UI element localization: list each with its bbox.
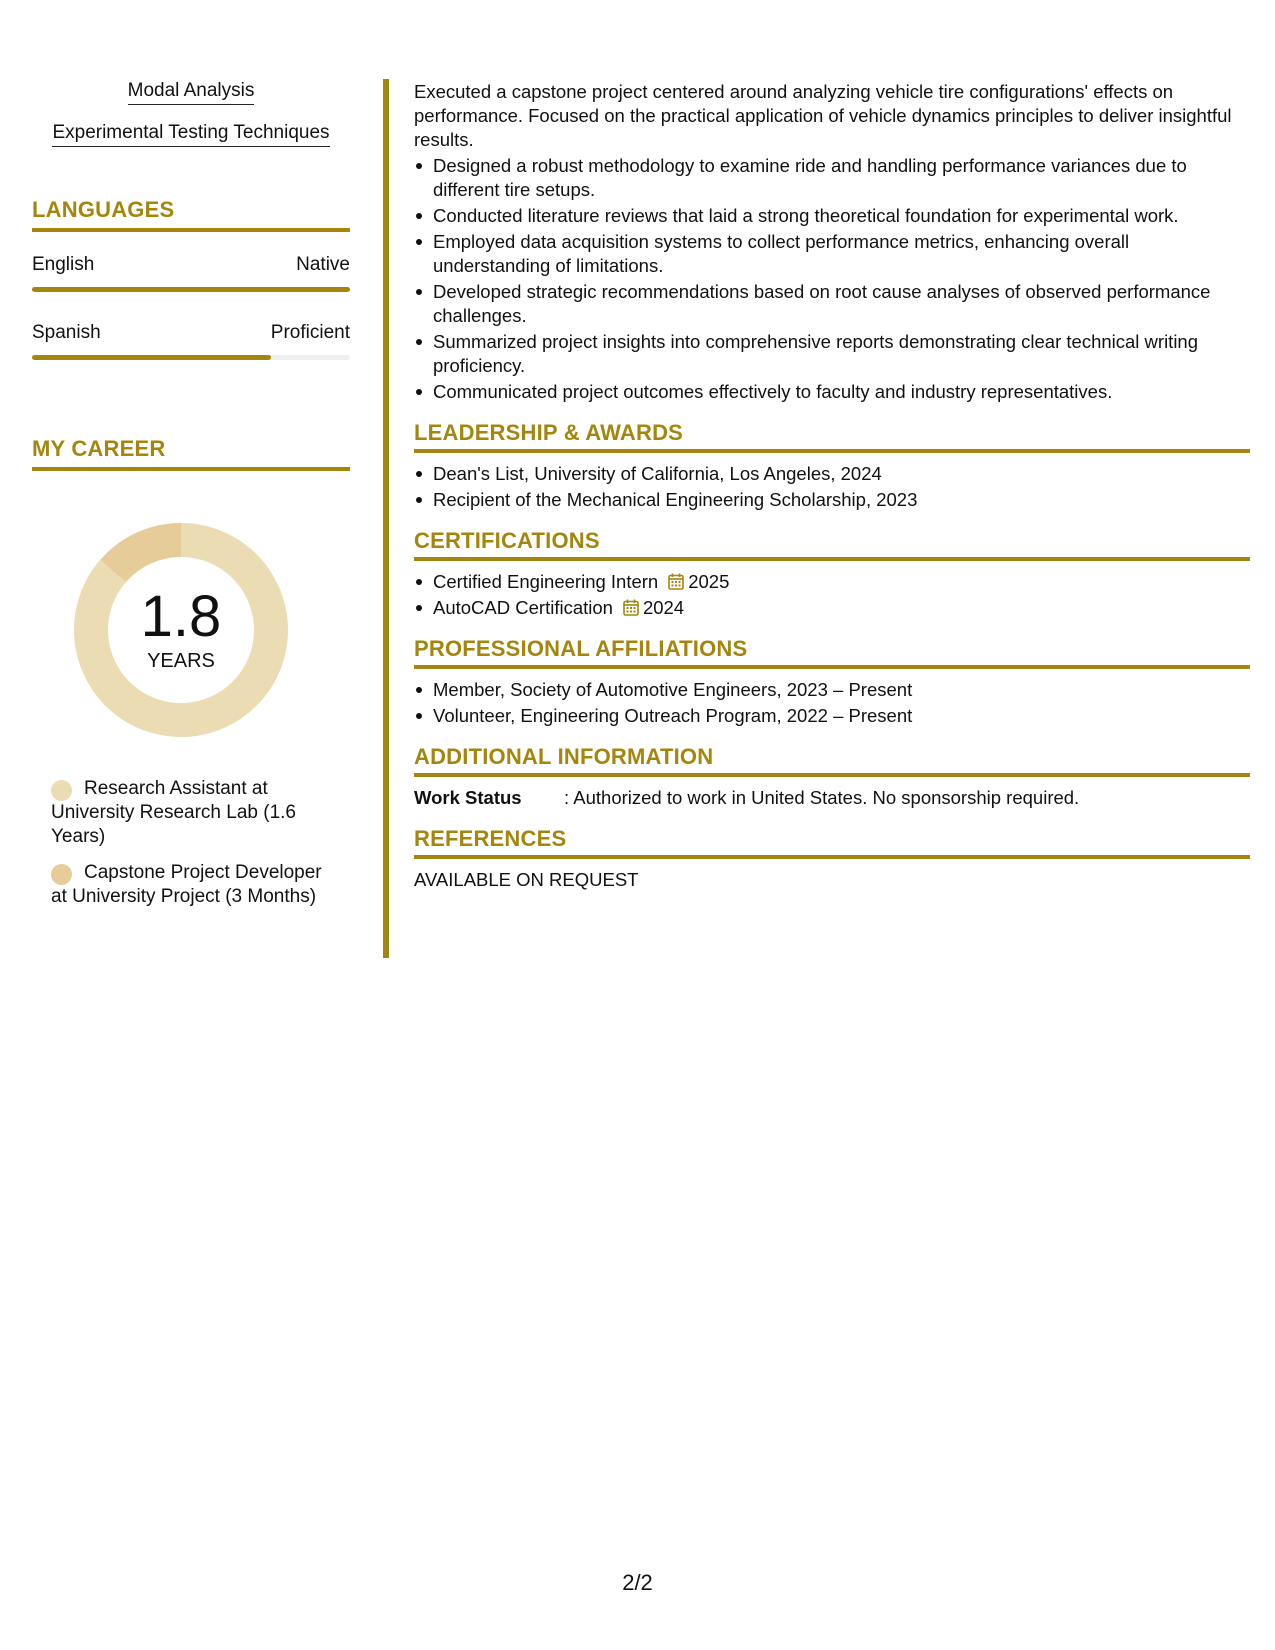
list-item: Member, Society of Automotive Engineers, 2023 – Present — [414, 678, 1250, 702]
section-rule — [414, 773, 1250, 777]
language-bar-track — [32, 355, 350, 360]
career-title: MY CAREER — [32, 436, 166, 461]
section-rule — [32, 467, 350, 471]
list-item: Summarized project insights into comprehensive reports demonstrating clear technical writing proficiency. — [414, 330, 1250, 378]
references-section — [414, 827, 1250, 892]
list-item: Employed data acquisition systems to collect performance metrics, enhancing overall understanding of limitations. — [414, 230, 1250, 278]
skill-item: Modal Analysis — [32, 80, 350, 105]
list-item: Developed strategic recommendations based on root cause analyses of observed performance challenges. — [414, 280, 1250, 328]
list-item: Dean's List, University of California, Los Angeles, 2024 — [414, 462, 1250, 486]
references-title: REFERENCES — [414, 826, 567, 851]
work-status-label: Work Status — [414, 787, 522, 808]
affiliations-title: PROFESSIONAL AFFILIATIONS — [414, 636, 748, 661]
list-item: Designed a robust methodology to examine ride and handling performance variances due to different tire setups. — [414, 154, 1250, 202]
additional-section — [414, 745, 1250, 810]
list-item: Volunteer, Engineering Outreach Program, 2022 – Present — [414, 704, 1250, 728]
calendar-icon — [623, 599, 639, 616]
legend-label: Research Assistant at University Research Lab (1.6 Years) — [51, 778, 296, 847]
list-item — [414, 596, 1250, 620]
language-name: English — [32, 254, 95, 275]
section-rule — [32, 228, 350, 232]
certification-name: AutoCAD Certification — [433, 597, 613, 618]
list-item: Conducted literature reviews that laid a strong theoretical foundation for experimental work. — [414, 204, 1250, 228]
project-bullets — [414, 154, 1250, 404]
languages-section — [32, 197, 350, 360]
language-bar-track — [32, 287, 350, 292]
legend-dot — [51, 864, 72, 885]
section-rule — [414, 557, 1250, 561]
certification-year: 2025 — [688, 571, 730, 592]
work-status-value: : Authorized to work in United States. No sponsorship required. — [564, 787, 1080, 808]
language-row — [32, 254, 350, 276]
language-name: Spanish — [32, 322, 101, 343]
list-item — [414, 570, 1250, 594]
language-bar-fill — [32, 355, 271, 360]
legend-item — [51, 777, 341, 849]
career-total: 1.8 — [140, 584, 222, 649]
affiliations-section — [414, 637, 1250, 728]
language-row — [32, 322, 350, 344]
career-unit: YEARS — [147, 650, 215, 672]
certification-year: 2024 — [642, 597, 685, 618]
language-bar-fill — [32, 287, 350, 292]
legend-dot — [51, 780, 72, 801]
list-item: Recipient of the Mechanical Engineering Scholarship, 2023 — [414, 488, 1250, 512]
certifications-section — [414, 529, 1250, 620]
awards-section — [414, 421, 1250, 512]
career-section — [32, 436, 350, 909]
languages-title: LANGUAGES — [32, 197, 175, 222]
legend-item — [51, 861, 341, 909]
section-rule — [414, 855, 1250, 859]
certifications-title: CERTIFICATIONS — [414, 528, 600, 553]
language-level: Native — [296, 254, 350, 275]
list-item: Communicated project outcomes effectively to faculty and industry representatives. — [414, 380, 1250, 404]
calendar-icon — [668, 573, 684, 590]
left-column — [32, 80, 350, 921]
skill-item: Experimental Testing Techniques — [32, 122, 350, 147]
work-status-row — [414, 786, 1250, 810]
legend-label: Capstone Project Developer at University Project (3 Months) — [51, 862, 322, 907]
section-rule — [414, 449, 1250, 453]
career-donut — [66, 515, 296, 745]
awards-title: LEADERSHIP & AWARDS — [414, 420, 684, 445]
references-text: AVAILABLE ON REQUEST — [414, 869, 639, 890]
certification-name: Certified Engineering Intern — [433, 571, 659, 592]
column-divider — [383, 79, 389, 958]
project-summary: Executed a capstone project centered around analyzing vehicle tire configurations' effects on performance. Focused on the practical application of vehicle dynamics principles to deliver insightful results. — [414, 81, 1232, 150]
section-rule — [414, 665, 1250, 669]
right-column — [414, 80, 1250, 892]
additional-title: ADDITIONAL INFORMATION — [414, 744, 714, 769]
page-number: 2/2 — [622, 1570, 653, 1595]
language-level: Proficient — [270, 322, 350, 343]
career-legend — [51, 777, 341, 909]
